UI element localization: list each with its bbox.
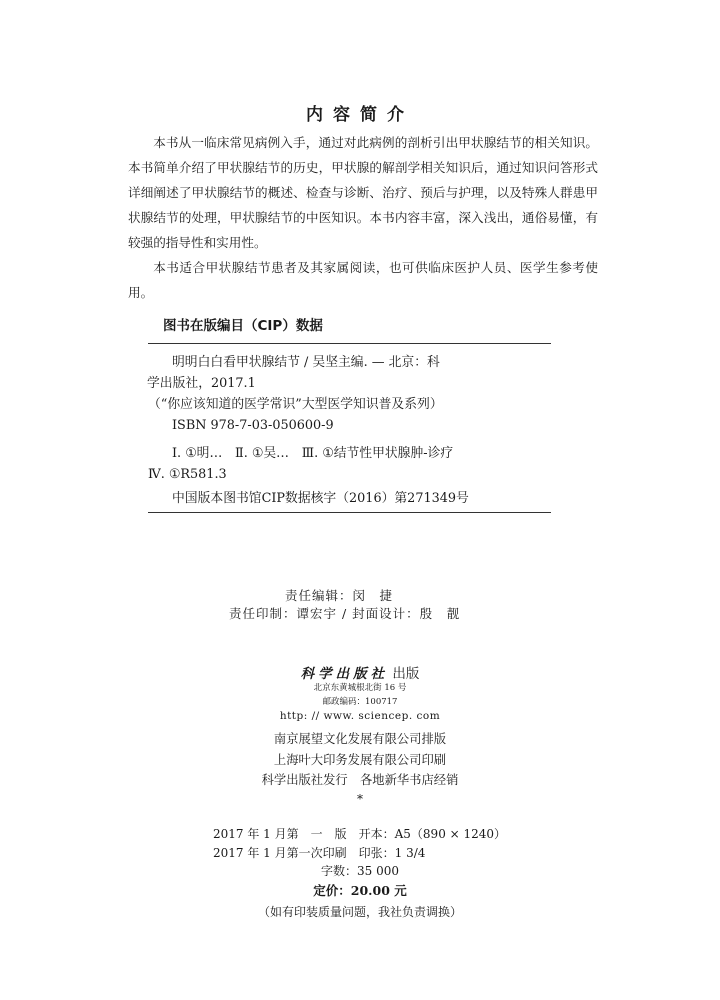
summary-body — [128, 130, 598, 305]
cip-verification-number: 中国版本图书馆CIP数据核字（2016）第271349号 — [172, 491, 469, 506]
print-and-cover-credits: 责任印制：谭宏宇 / 封面设计：殷 靓 — [229, 606, 461, 621]
publisher-postcode: 邮政编码：100717 — [322, 697, 398, 707]
cip-top-rule — [148, 343, 551, 344]
quality-note: （如有印装质量问题，我社负责调换） — [257, 905, 462, 919]
distribution: 科学出版社发行 各地新华书店经销 — [261, 773, 459, 787]
cip-line: （“你应该知道的医学常识”大型医学知识普及系列） — [148, 397, 443, 412]
word-count: 字数：35 000 — [321, 864, 399, 878]
responsible-editor: 责任编辑：闵 捷 — [285, 588, 394, 603]
publisher-address: 北京东黄城根北街 16 号 — [313, 683, 407, 693]
separator-star: * — [357, 792, 363, 806]
cip-line: 明明白白看甲状腺结节 / 吴坚主编. — 北京：科 — [172, 355, 440, 370]
cip-line: ISBN 978-7-03-050600-9 — [172, 418, 334, 433]
typesetter: 南京展望文化发展有限公司排版 — [273, 732, 447, 746]
summary-title: 内容简介 — [306, 105, 414, 125]
publisher-line — [0, 662, 720, 682]
cip-heading: 图书在版编目（CIP）数据 — [163, 318, 323, 334]
summary-paragraph: 本书适合甲状腺结节患者及其家属阅读，也可供临床医护人员、医学生参考使用。 — [128, 260, 598, 300]
cip-bottom-rule — [148, 512, 551, 513]
publisher-name: 科学出版社 — [300, 666, 389, 682]
cip-line: Ⅰ. ①明… Ⅱ. ①吴… Ⅲ. ①结节性甲状腺肿-诊疗 — [172, 446, 454, 461]
printing-line: 2017 年 1 月第一次印刷 印张：1 3/4 — [213, 846, 426, 860]
summary-paragraph: 本书从一临床常见病例入手，通过对此病例的剖析引出甲状腺结节的相关知识。本书简单介绍了甲状腺结节的历史，甲状腺的解剖学相关知识后，通过知识问答形式详细阐述了甲状腺结节的概述、检查与诊断、治疗、预后与护理，以及特殊人群患甲状腺结节的处理，甲状腺结节的中医知识。本书内容丰富，深入浅出，通俗易懂，有较强的指导性和实用性。 — [128, 135, 598, 250]
edition-line: 2017 年 1 月第 一 版 开本：A5（890 × 1240） — [213, 827, 507, 841]
cip-record — [148, 352, 551, 485]
publisher-suffix: 出版 — [392, 666, 420, 682]
cip-line: Ⅳ. ①R581.3 — [148, 467, 227, 482]
printer: 上海叶大印务发展有限公司印刷 — [273, 753, 447, 767]
publisher-url: http: // www. sciencep. com — [279, 710, 441, 722]
cip-line: 学出版社，2017.1 — [147, 376, 256, 391]
price: 定价：20.00 元 — [313, 883, 407, 898]
